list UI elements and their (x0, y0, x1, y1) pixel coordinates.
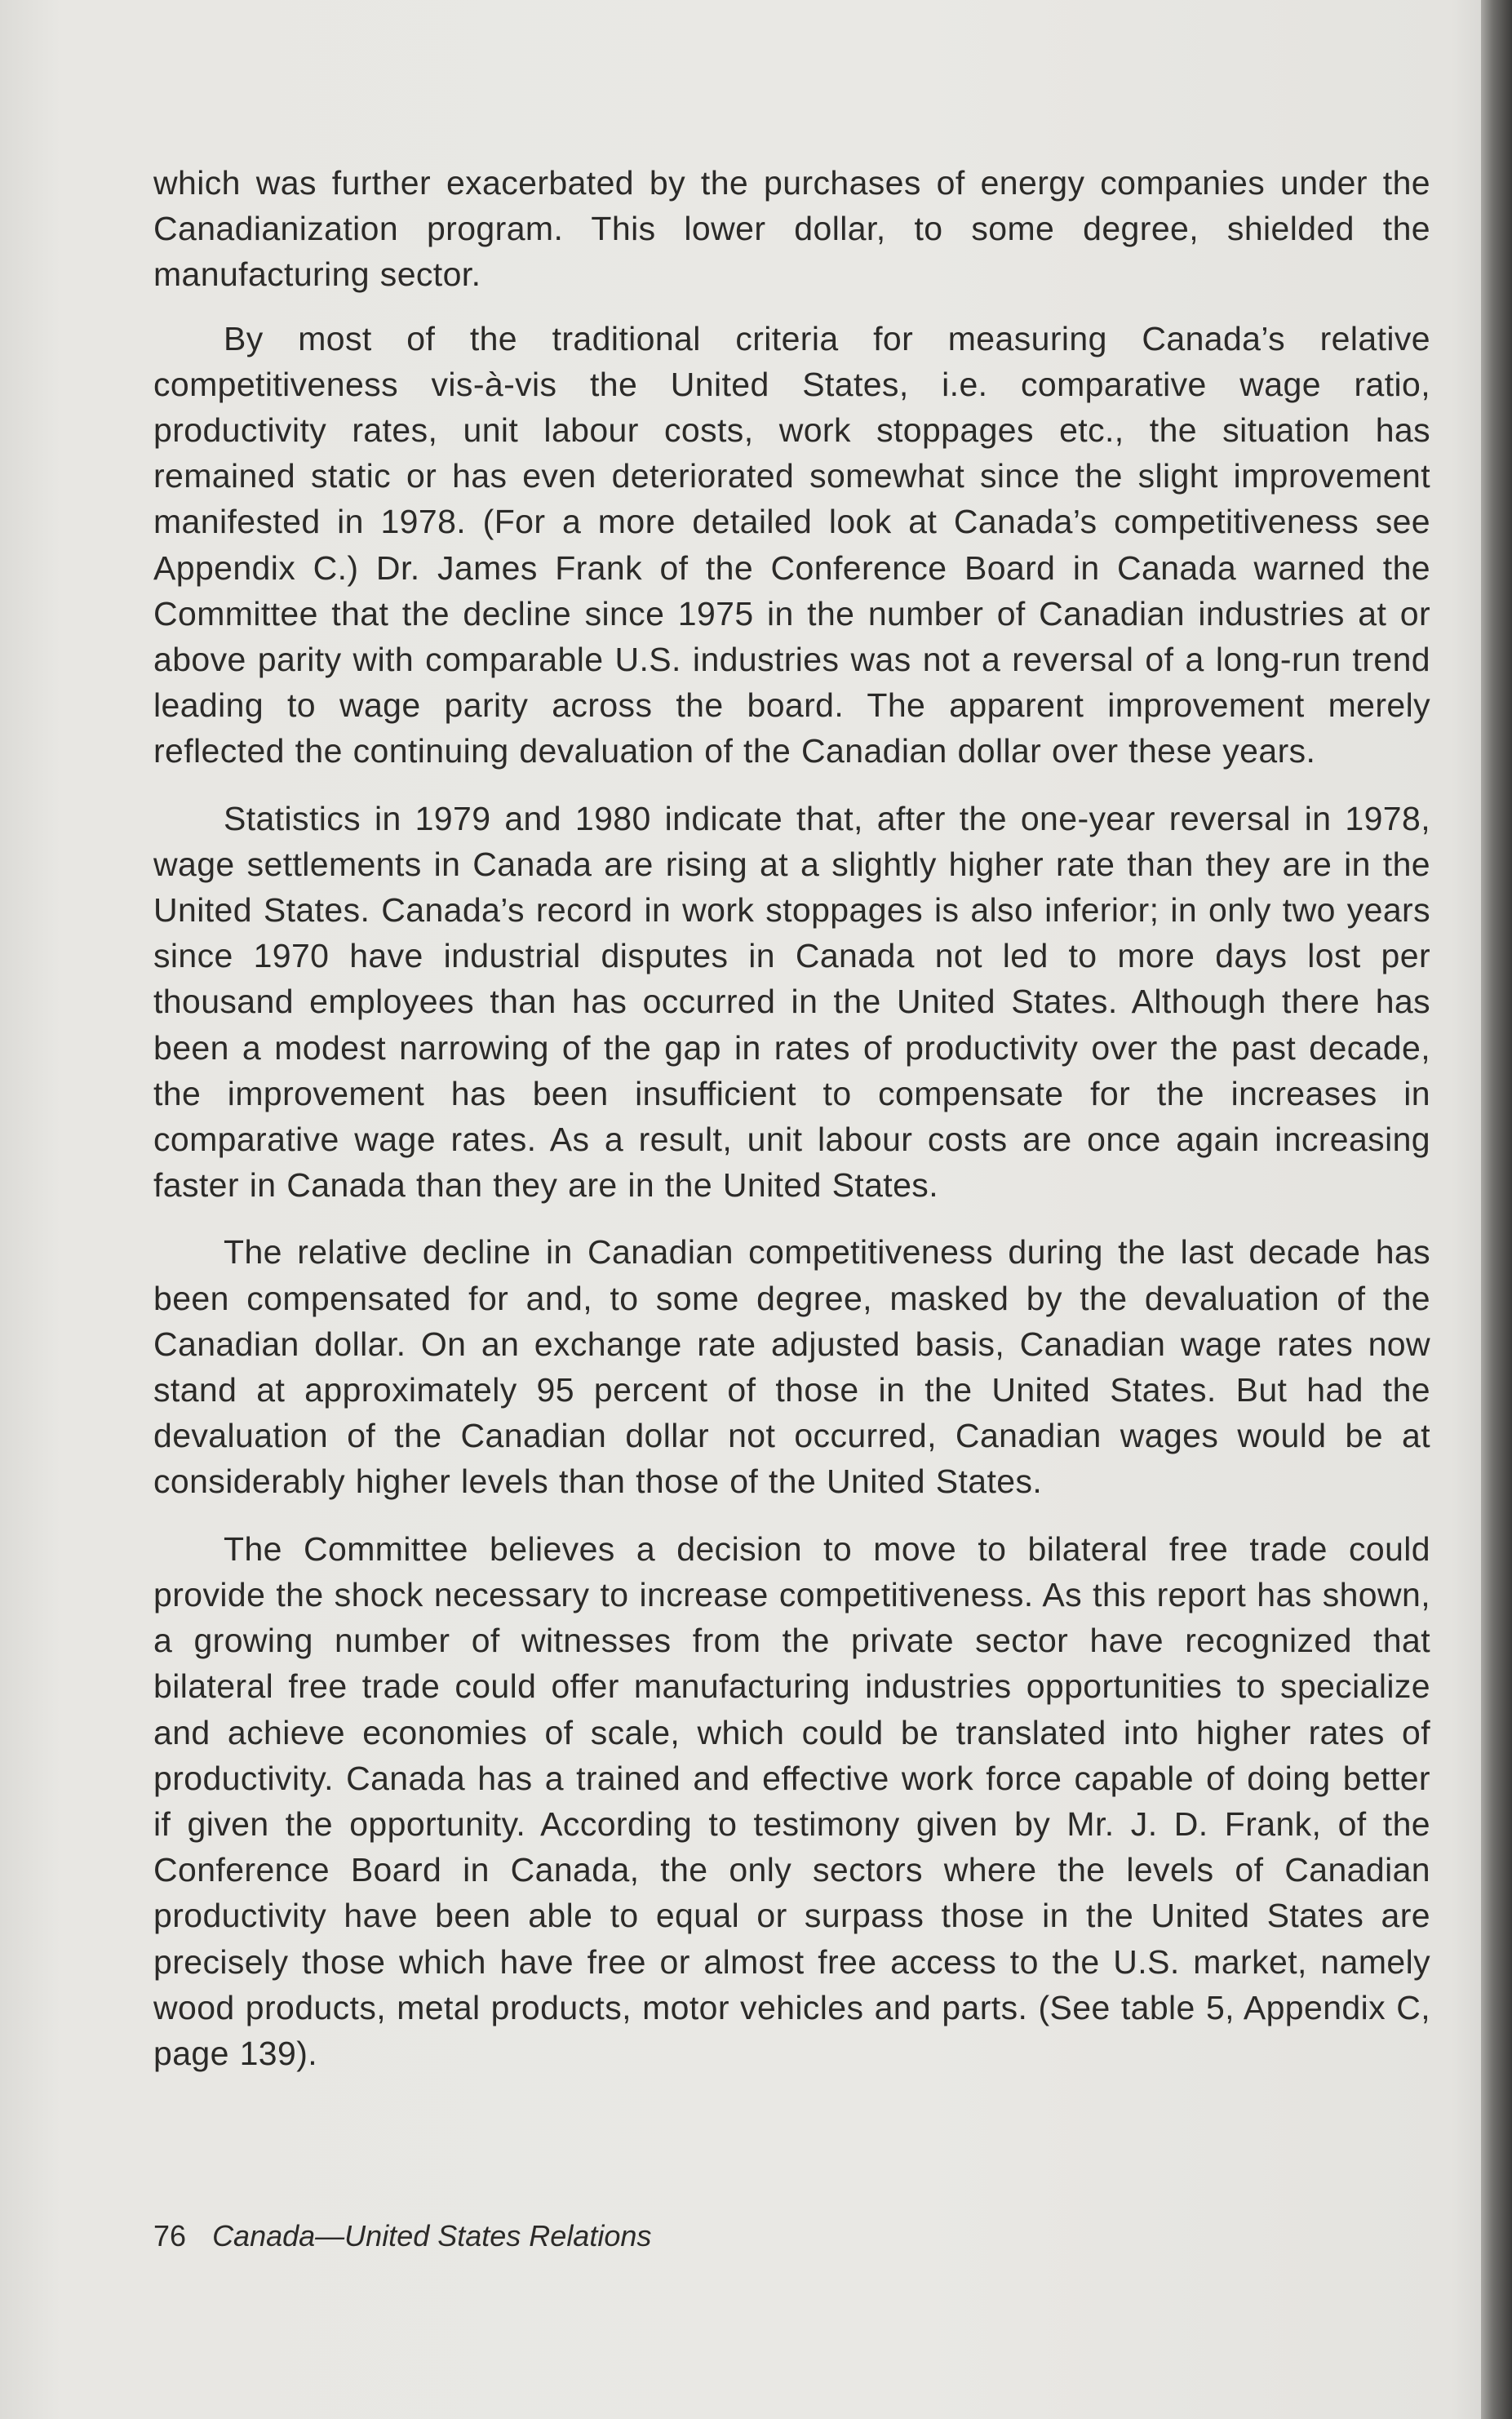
page-number: 76 (153, 2219, 187, 2253)
body-text (153, 160, 1430, 2097)
running-title: Canada—United States Relations (212, 2219, 652, 2253)
paragraph-committee-belief: The Committee believes a decision to move to bilateral free trade could provide the shock necessary to increase competitiveness. As this report has shown, a growing number of witnesses from the private sector have recognized that bilateral free trade could offer manufacturing industries opportunities to specialize and achieve economies of scale, which could be translated into higher rates of productivity. Canada has a trained and effective work force capable of doing better if given the opportunity. According to testimony given by Mr. J. D. Frank, of the Conference Board in Canada, the only sectors where the levels of Canadian productivity have been able to equal or surpass those in the United States are precisely those which have free or almost free access to the U.S. market, namely wood products, metal products, motor vehicles and parts. (See table 5, Appendix C, page 139). (153, 1529, 1430, 2072)
book-spine-shadow (1481, 0, 1512, 2419)
paragraph-continued: which was further exacerbated by the purchases of energy companies under the Canadianization program. This lower dollar, to some degree, shielded the manufacturing sector. (153, 164, 1430, 294)
paragraph-competitiveness-criteria: By most of the traditional criteria for measuring Canada’s relative competitiveness vis-à-vis the United States, i.e. comparative wage ratio, productivity rates, unit labour costs, work stoppages etc., the situation has remained static or has even deteriorated somewhat since the slight improvement manifested in 1978. (For a more detailed look at Canada’s competitiveness see Appendix C.) Dr. James Frank of the Conference Board in Canada warned the Committee that the decline since 1975 in the number of Canadian industries at or above parity with comparable U.S. industries was not a reversal of a long-run trend leading to wage parity across the board. The apparent improvement merely reflected the continuing devaluation of the Canadian dollar over these years. (153, 319, 1430, 770)
paragraph-statistics: Statistics in 1979 and 1980 indicate that, after the one-year reversal in 1978, wage settlements in Canada are rising at a slightly higher rate than they are in the United States. Canada’s record in work stoppages is also inferior; in only two years since 1970 have industrial disputes in Canada not led to more days lost per thousand employees than has occurred in the United States. Although there has been a modest narrowing of the gap in rates of productivity over the past decade, the improvement has been insufficient to compensate for the increases in comparative wage rates. As a result, unit labour costs are once again increasing faster in Canada than they are in the United States. (153, 799, 1430, 1205)
page-footer (153, 2218, 651, 2254)
paragraph-relative-decline: The relative decline in Canadian competitiveness during the last decade has been compensated for and, to some degree, masked by the devaluation of the Canadian dollar. On an exchange rate adjusted basis, Canadian wage rates now stand at approximately 95 percent of those in the United States. But had the devaluation of the Canadian dollar not occurred, Canadian wages would be at considerably higher levels than those of the United States. (153, 1233, 1430, 1501)
